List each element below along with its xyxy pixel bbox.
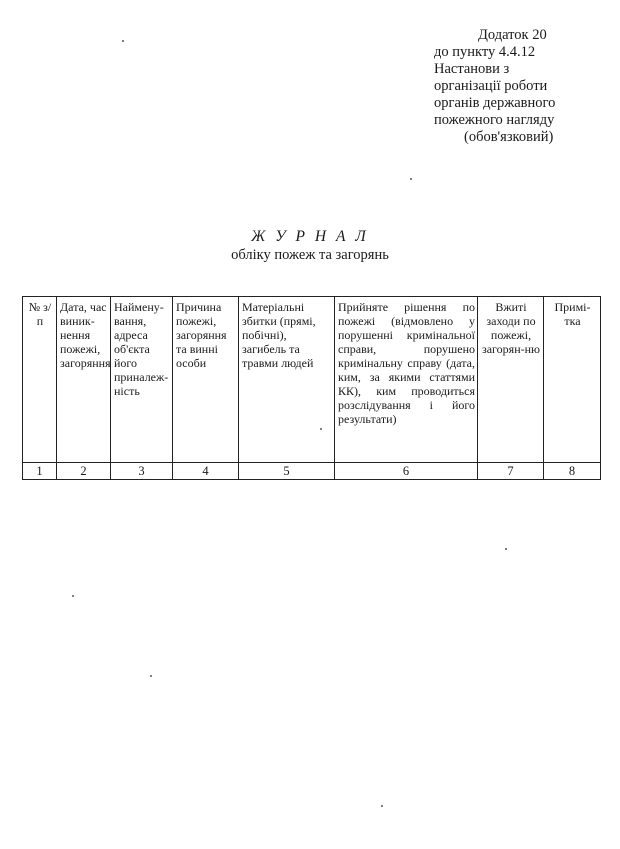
column-header: Дата, час виник-нення пожежі, загоряння (57, 297, 111, 463)
document-title: Ж У Р Н А Л (251, 228, 369, 245)
scan-speck (381, 805, 383, 807)
appendix-line: пожежного нагляду (434, 112, 555, 128)
column-header: Прийняте рішення по пожежі (відмовлено у порушенні кримінальної справи, порушено кримінальну справу (дата, ким, за якими статтями КК), ким проводиться розслідування і його результати) (335, 297, 478, 463)
column-number: 4 (173, 463, 239, 480)
appendix-line: (обов'язковий) (464, 129, 554, 145)
column-number-row (23, 463, 601, 480)
column-number: 3 (111, 463, 173, 480)
column-header: Матеріальні збитки (прямі, побічні), загибель та травми людей (239, 297, 335, 463)
column-header: Причина пожежі, загоряння та винні особи (173, 297, 239, 463)
scan-speck (150, 675, 152, 677)
journal-table (22, 296, 601, 480)
column-number: 8 (544, 463, 601, 480)
appendix-line: органів державного (434, 95, 556, 111)
appendix-line: Настанови з (434, 61, 510, 77)
column-number: 6 (335, 463, 478, 480)
scan-speck (72, 595, 74, 597)
column-header: № з/п (23, 297, 57, 463)
column-number: 1 (23, 463, 57, 480)
appendix-line: організації роботи (434, 78, 548, 94)
header-row (23, 297, 601, 463)
column-number: 7 (478, 463, 544, 480)
column-number: 2 (57, 463, 111, 480)
column-number: 5 (239, 463, 335, 480)
column-header: Примі-тка (544, 297, 601, 463)
scan-speck (320, 428, 322, 430)
appendix-line: Додаток 20 (478, 27, 547, 43)
appendix-line: до пункту 4.4.12 (434, 44, 536, 60)
column-header: Наймену-вання, адреса об'єкта його приналеж-ність (111, 297, 173, 463)
scan-speck (410, 178, 412, 180)
scan-speck (122, 40, 124, 42)
document-subtitle: обліку пожеж та загорянь (231, 247, 389, 263)
appendix-note (434, 27, 614, 146)
scan-speck (505, 548, 507, 550)
column-header: Вжиті заходи по пожежі, загорян-ню (478, 297, 544, 463)
